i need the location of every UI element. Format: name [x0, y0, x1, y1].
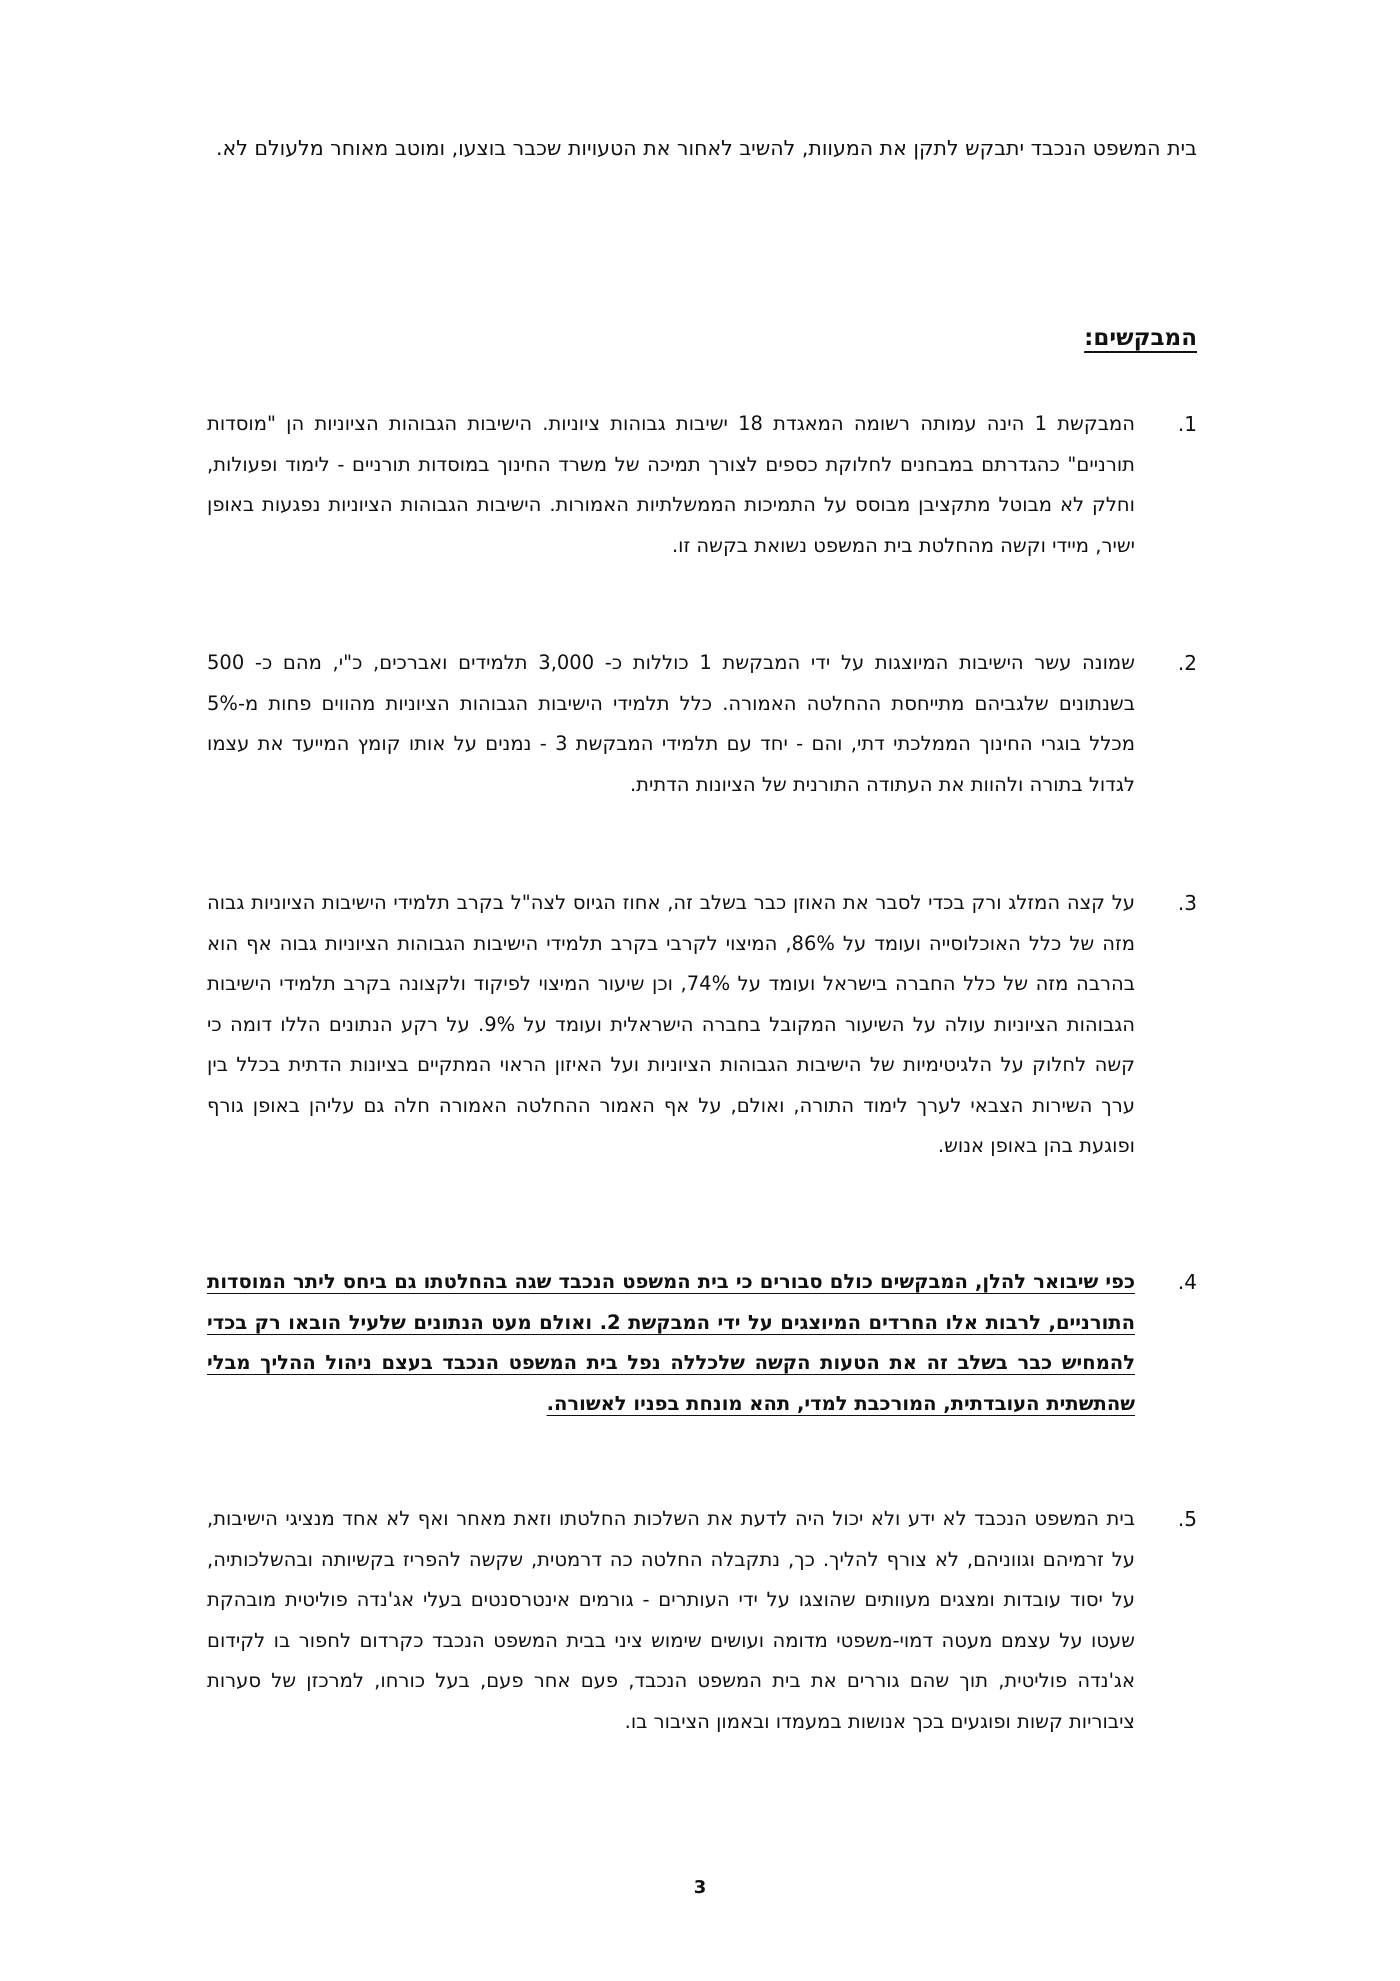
paragraph-number: 1.	[1177, 412, 1197, 436]
numbered-paragraph-5	[207, 1499, 1197, 1742]
paragraph-number: 2.	[1177, 651, 1197, 675]
paragraph-text: בית המשפט הנכבד לא ידע ולא יכול היה לדעת את השלכות החלטתו וזאת מאחר ואף לא אחד מנציגי הישיבות, על זרמיהם וגווניהם, לא צורף להליך. כך, נתקבלה החלטה כה דרמטית, שקשה להפריז בקשיותה ובהשלכותיה, על יסוד עובדות ומצגים מעוותים שהוצגו על ידי העותרים - גורמים אינטרסנטים בעלי אג'נדה פוליטית מובהקת שעטו על עצמם מעטה דמוי-משפטי מדומה ועושים שימוש ציני בבית המשפט הנכבד כקרדום לחפור בו לקידום אג'נדה פוליטית, תוך שהם גוררים את בית המשפט הנכבד, פעם אחר פעם, בעל כורחו, למרכזן של סערות ציבוריות קשות ופוגעים בכך אנושות במעמדו ובאמון הציבור בו.	[207, 1507, 1135, 1733]
paragraph-number: 5.	[1177, 1507, 1197, 1531]
paragraph-number: 4.	[1177, 1270, 1197, 1294]
paragraph-text: המבקשת 1 הינה עמותה רשומה המאגדת 18 ישיבות גבוהות ציוניות. הישיבות הגבוהות הציוניות הן "מוסדות תורניים" כהגדרתם במבחנים לחלוקת כספים לצורך תמיכה של משרד החינוך במוסדות תורניים - לימוד ופעולות, וחלק לא מבוטל מתקציבן מבוסס על התמיכות הממשלתיות האמורות. הישיבות הגבוהות הציוניות נפגעות באופן ישיר, מיידי וקשה מהחלטת בית המשפט נשואת בקשה זו.	[207, 412, 1135, 557]
numbered-paragraph-2	[207, 643, 1197, 805]
paragraph-text: על קצה המזלג ורק בכדי לסבר את האוזן כבר בשלב זה, אחוז הגיוס לצה"ל בקרב תלמידי הישיבות הציוניות גבוה מזה של כלל האוכלוסייה ועומד על 86%, המיצוי לקרבי בקרב תלמידי הישיבות הגבוהות הציוניות גבוה אף הוא בהרבה מזה של כלל החברה בישראל ועומד על 74%, וכן שיעור המיצוי לפיקוד ולקצונה בקרב תלמידי הישיבות הגבוהות הציוניות עולה על השיעור המקובל בחברה הישראלית ועומד על 9%. על רקע הנתונים הללו דומה כי קשה לחלוק על הלגיטימיות של הישיבות הגבוהות הציוניות ועל האיזון הראוי המתקיים בציונות הדתית בכלל בין ערך השירות הצבאי לערך לימוד התורה, ואולם, על אף האמור ההחלטה האמורה חלה גם עליהן באופן גורף ופוגעת בהן באופן אנוש.	[207, 891, 1135, 1157]
numbered-paragraph-3	[207, 883, 1197, 1167]
paragraph-text-emphasized: כפי שיבואר להלן, המבקשים כולם סבורים כי בית המשפט הנכבד שגה בהחלטתו גם ביחס ליתר המוסדות התורניים, לרבות אלו החרדים המיוצגים על ידי המבקשת 2. ואולם מעט הנתונים שלעיל הובאו רק בכדי להמחיש כבר בשלב זה את הטעות הקשה שלכללה נפל בית המשפט הנכבד בעצם ניהול ההליך מבלי שהתשתית העובדתית, המורכבת למדי, תהא מונחת בפניו לאשורה.	[207, 1270, 1135, 1415]
paragraph-text: שמונה עשר הישיבות המיוצגות על ידי המבקשת 1 כוללות כ- 3,000 תלמידים ואברכים, כ"י, מהם כ- 500 בשנתונים שלגביהם מתייחסת ההחלטה האמורה. כלל תלמידי הישיבות הגבוהות הציוניות מהווים פחות מ-5% מכלל בוגרי החינוך הממלכתי דתי, והם - יחד עם תלמידי המבקשת 3 - נמנים על אותו קומץ המייעד את עצמו לגדול בתורה ולהוות את העתודה התורנית של הציונות הדתית.	[207, 651, 1135, 796]
section-heading: המבקשים:	[1084, 325, 1197, 351]
numbered-paragraph-4	[207, 1262, 1197, 1424]
paragraph-number: 3.	[1177, 891, 1197, 915]
page-number: 3	[693, 1877, 707, 1898]
intro-paragraph: בית המשפט הנכבד יתבקש לתקן את המעוות, להשיב לאחור את הטעויות שכבר בוצעו, ומוטב מאוחר מלעולם לא.	[216, 136, 1197, 160]
numbered-paragraph-1	[207, 404, 1197, 566]
